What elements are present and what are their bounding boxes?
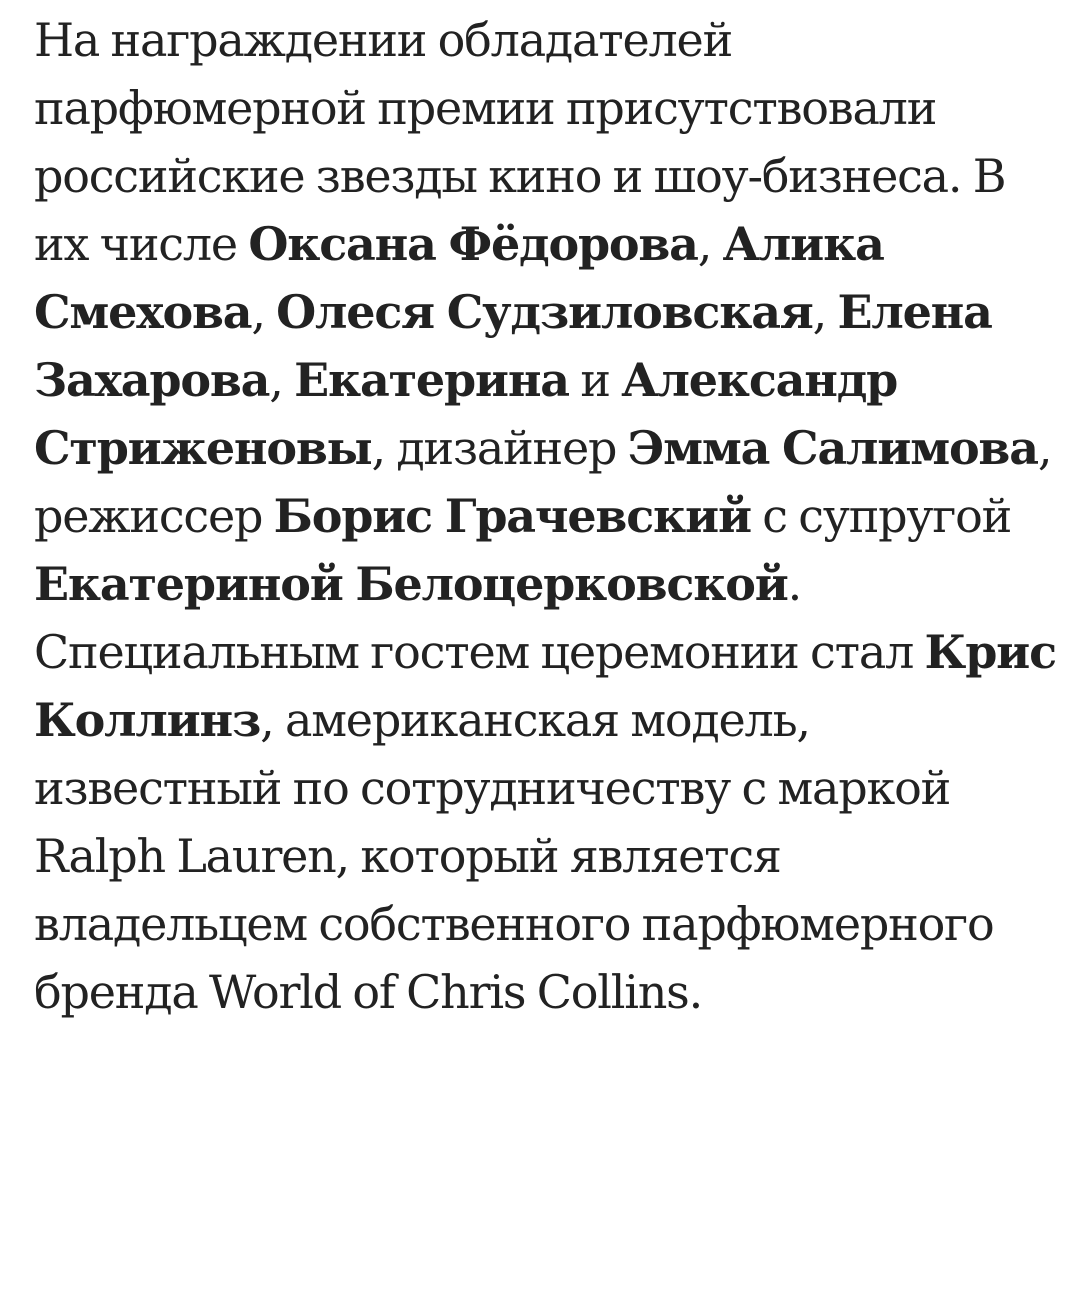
person-name: Елена Захарова [34,285,992,407]
person-name: Эмма Салимова [627,421,1038,475]
text-segment: , дизайнер [371,421,628,475]
person-name: Александр Стриженовы [34,353,898,475]
person-name: Олеся Судзиловская [276,285,813,339]
person-name: Борис Грачевский [273,489,751,543]
text-segment: , режиссер [34,421,1052,543]
text-segment: , [251,285,277,339]
person-name: Оксана Фёдорова [248,217,698,271]
person-name: Крис Коллинз [34,625,1056,747]
text-segment: На награждении обладателей парфюмерной премии присутствовали российские звезды кино и шоу-бизнеса. В их числе [34,13,1006,271]
text-segment: , [697,217,723,271]
text-segment: . Специальным гостем церемонии стал [34,557,925,679]
text-segment: и [568,353,622,407]
person-name: Екатерина [294,353,569,407]
text-segment: , американская модель, известный по сотрудничеству с маркой Ralph Lauren, который является владельцем собственного парфюмерного бренда World of Chris Collins. [34,693,994,1019]
text-segment: , [269,353,295,407]
article-paragraph [34,6,1060,1026]
person-name: Алика Смехова [34,217,884,339]
text-segment: с супругой [750,489,1012,543]
text-segment: , [812,285,838,339]
person-name: Екатериной Белоцерковской [34,557,788,611]
